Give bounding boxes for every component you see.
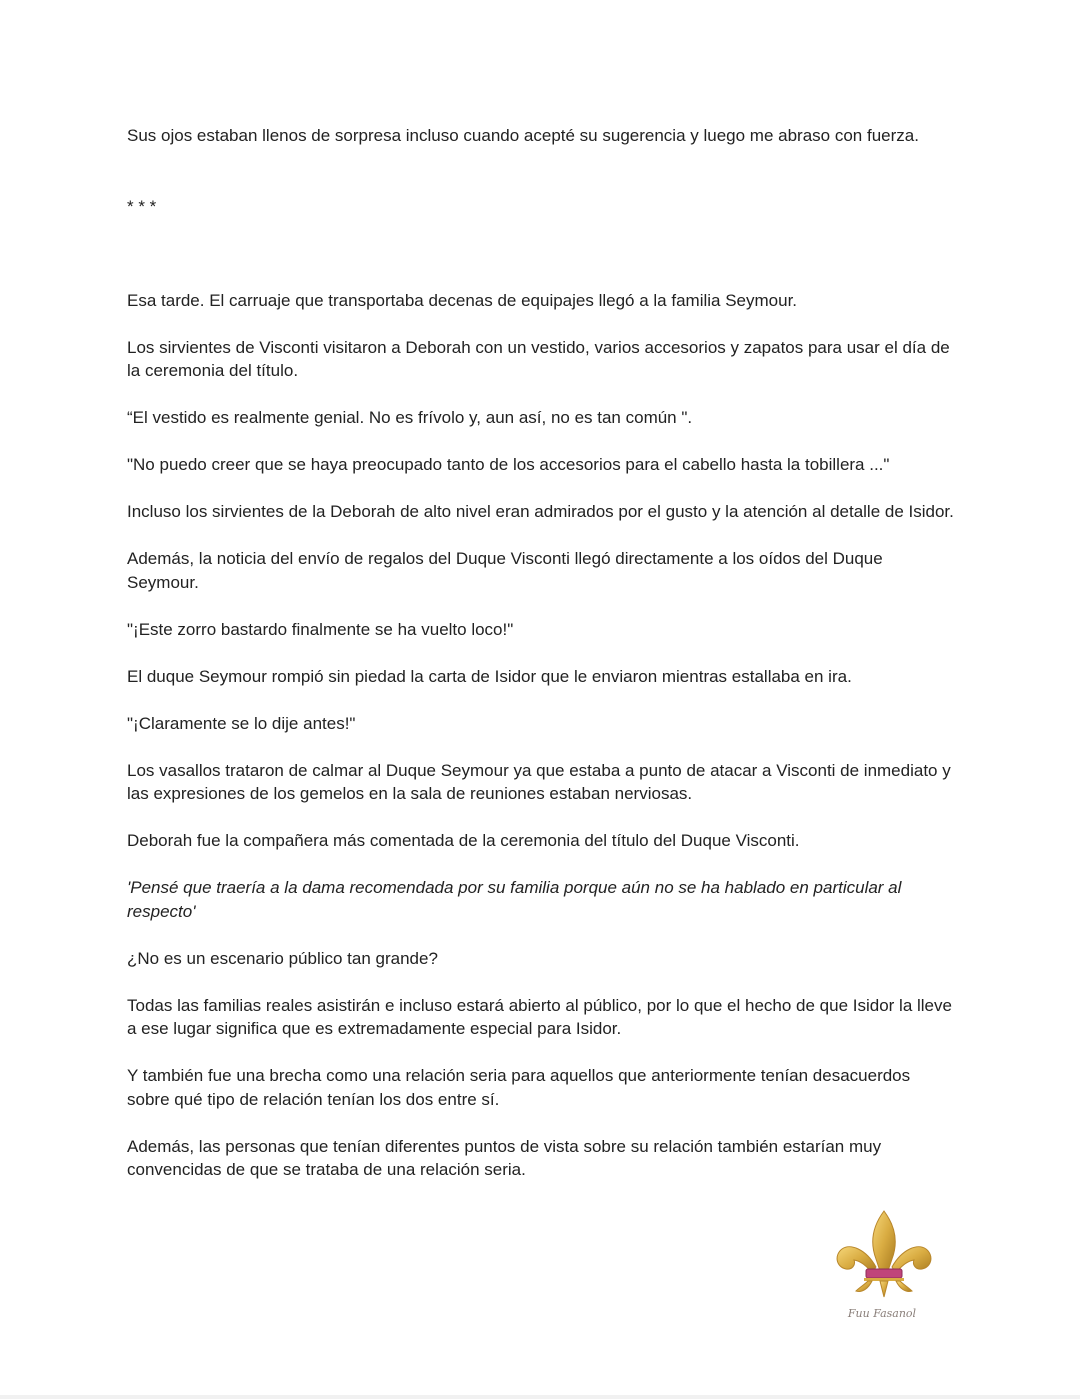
paragraph-royal-families: Todas las familias reales asistirán e incluso estará abierto al público, por lo que el hecho de que Isidor la lleve a ese lugar significa que es extremadamente especial para Isidor. [127,995,952,1038]
scene-break: * * * [127,196,157,216]
document-body [127,124,957,1182]
fleur-de-lis-icon [832,1205,936,1325]
paragraph-dress-quote: “El vestido es realmente genial. No es frívolo y, aun así, no es tan común ". [127,408,693,427]
paragraph-thought-italic: 'Pensé que traería a la dama recomendada por su familia porque aún no se ha hablado en particular al respecto' [127,878,902,921]
paragraph-news: Además, la noticia del envío de regalos del Duque Visconti llegó directamente a los oídos del Duque Seymour. [127,549,883,592]
paragraph-servants-admired: Incluso los sirvientes de la Deborah de alto nivel eran admirados por el gusto y la atención al detalle de Isidor. [127,502,954,521]
paragraph-letter-torn: El duque Seymour rompió sin piedad la carta de Isidor que le enviaron mientras estallaba en ira. [127,666,852,686]
signature-text: Fuu Fasanol [847,1307,917,1320]
paragraph-vassals: Los vasallos trataron de calmar al Duque Seymour ya que estaba a punto de atacar a Visconti de inmediato y las expresiones de los gemelos en la sala de reuniones estaban nerviosas. [127,760,951,803]
paragraph-surprise: Sus ojos estaban llenos de sorpresa incluso cuando acepté su sugerencia y luego me abraso con fuerza. [127,126,919,145]
paragraph-fox-quote: "¡Este zorro bastardo finalmente se ha vuelto loco!" [127,619,514,639]
paragraph-told-quote: "¡Claramente se lo dije antes!" [127,713,356,733]
paragraph-public-stage: ¿No es un escenario público tan grande? [127,948,438,968]
paragraph-servants-visit: Los sirvientes de Visconti visitaron a Deborah con un vestido, varios accesorios y zapatos para usar el día de la ceremonia del título. [127,337,950,380]
fleur-de-lis-logo [832,1205,936,1325]
paragraph-convinced: Además, las personas que tenían diferentes puntos de vista sobre su relación también estarían muy convencidas de que se trataba de una relación seria. [127,1136,882,1179]
paragraph-accessories-quote: "No puedo creer que se haya preocupado tanto de los accesorios para el cabello hasta la tobillera ..." [127,455,890,474]
paragraph-breach: Y también fue una brecha como una relación seria para aquellos que anteriormente tenían desacuerdos sobre qué tipo de relación tenían los dos entre sí. [127,1066,911,1109]
paragraph-afternoon: Esa tarde. El carruaje que transportaba decenas de equipajes llegó a la familia Seymour. [127,290,798,310]
paragraph-companion: Deborah fue la compañera más comentada de la ceremonia del título del Duque Visconti. [127,831,800,850]
page-bottom-edge [0,1395,1080,1399]
